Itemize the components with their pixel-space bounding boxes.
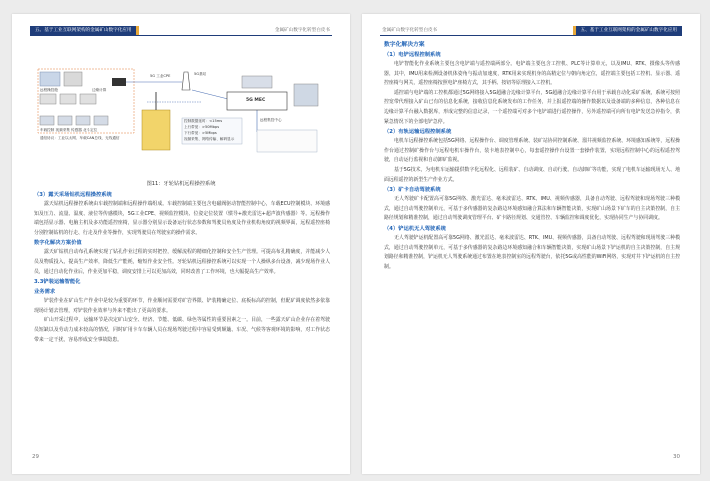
left-header-rule — [30, 35, 332, 36]
legend-line-a: 控制数据延时：<15ms — [184, 119, 223, 123]
system-diagram-svg — [32, 62, 332, 177]
right-header-tag: 五、基于工业互联网架构的金属矿山数字化应用 — [573, 26, 682, 35]
system-diagram — [32, 62, 332, 177]
right-heading: （2）有轨运输远程控制系统 — [384, 129, 452, 136]
right-header-rule — [380, 35, 682, 36]
operator-console — [294, 84, 318, 106]
label-mec: 5G MEC — [246, 98, 266, 103]
left-heading: （3）露天采场钻机远程操控系统 — [34, 192, 112, 198]
label-bottom-devices: 车载控制 视频采集 传感器 北斗定位 — [40, 128, 98, 132]
left-header-title: 金属矿山数字化转型白皮书 — [274, 28, 330, 33]
figure-caption: 图11：牙轮钻机远程操控系统 — [146, 181, 216, 187]
control-screen — [242, 76, 272, 88]
tower-icon — [182, 72, 190, 90]
left-paragraph: 露天钻机远程操控系统由车载控制端和远程操作端组成。车载控制端主要包含电磁阀驱动智能控制中心，车载ECU控制模块、环境感知及压力、流量、温度、液位等传感模块，5G工业CPE、视频监控模块、位姿定位装置（惯导+激光雷达+超声波传感器）等。远程操作端包括显示器、电脑主机及多功能遥控座椅，显示器分别显示设备运行状态参数和驾驶员角度及作业机构角度的视频界面，远程遥控座椅分别控制钻机的行走、行走及作业等操作，实现驾驶员在驾驶室的操作需求。 — [34, 201, 330, 236]
right-page — [362, 14, 700, 474]
label-station: 5G基站 — [194, 72, 207, 76]
left-page-number: 29 — [32, 454, 39, 460]
sensor-device-5 — [58, 116, 72, 125]
right-paragraph: 无人驾驶矿卡配置高可靠5G网络、激光雷达、毫米波雷达、RTK、IMU、视频传感器，具备自动驾驶、远程驾驶和现场驾驶三种模式，通过自动驾驶控制单元，可基于多传感器的复杂路边环境感知融合算法和车辆智能决策，实现矿山场景下矿车的自主决策控制，自主路径规划和精准控制，通过自动驾驶调度管理平台、矿卡路径规划、交通管控、车辆监控和调度优化，实现协同生产与协同调度。 — [384, 196, 680, 222]
label-protocol-note: 通信协议：工业以太网、车载CAN总线、无线通信 — [40, 136, 120, 140]
left-paragraph: 露天矿钻机自动布孔系统实现了钻孔作业过程的实时把控，缓解流程的精细化控制和安全生产管理。可提高布孔精确度，并能减少人员及物质投入，提高生产效率，降低生产能耗，缩短作业安全性。牙轮钻机远程操控系统可以实现一个人操纵多台设备，减少现场作业人员，通过自动化作业后，作业更加平稳，调度安排上可以更加高效，同时改善了工作环境，也大幅提高生产效率。 — [34, 249, 330, 275]
right-heading: （3）矿卡自动驾驶系统 — [384, 187, 441, 194]
left-paragraph: 矿山开采过程中，运输环节是决定矿山安全、经济、节能、低碳、绿色等属性的重要因素之一。目前，一些露天矿山企业存在着驾驶员短缺以及劳动力成本较高的情况，同时矿用卡车车辆人员在现场驾驶过程中容易受到颠簸、车况、气候等客观环境的影响，对工作状态带来一定干扰，容易形成安全事故隐患。 — [34, 317, 330, 343]
left-page — [12, 14, 350, 474]
left-heading: 数字化解决方案价值 — [34, 240, 82, 247]
left-header-tag: 五、基于工业互联网架构的金属矿山数字化应用 — [30, 26, 139, 35]
label-edge: 边缘计算 — [92, 88, 107, 92]
right-body-text — [384, 40, 680, 272]
sensor-device-1 — [40, 94, 56, 104]
left-heading: 3.3铲装运输智能化 — [34, 279, 81, 286]
right-paragraph: 电机车远程操控系统包括5G网络、远程操作台、调度管理系统、装矿站协同控制系统、溜井视频监控系统、环境感知系统等，远程操作台通过控制矿操作台与远程电机车操作台，装卡地表控制中心，每套遥控操作台设置一套操作装置，实现远程控制中心的远程遥控驾驶，自动运行监视和自动卸矿监视。 — [384, 138, 680, 164]
control-room-box — [257, 130, 317, 152]
drill-rig-image — [142, 110, 170, 150]
label-cab: 远程操控舱 — [40, 88, 58, 92]
right-page-header — [362, 26, 700, 35]
right-paragraph: 电铲智能化作业系统主要包含电铲端与遥控端两部分。电铲端主要包含工控机、PLC等计算单元，以及IMU、RTK、摄像头等传感器，其中，IMU用来检测设备机体姿角与振动加速度，RTK用来实现机身的高精定位与朝向角定位，遥控端主要包括工控机、显示器、遥控座椅与网关，遥控座椅按照电铲座椅方式，其手柄、按钮等原理接入工控机。 — [384, 61, 680, 87]
link-station-mec — [192, 90, 232, 100]
right-heading: （1）电铲远程控制系统 — [384, 52, 441, 58]
left-page-header — [12, 26, 350, 35]
legend-line-b: 上行带宽：>50Mbps — [184, 125, 220, 129]
label-router: 5G 工业CPE — [150, 74, 171, 78]
sensor-device-4 — [40, 116, 54, 125]
sensor-device-3 — [80, 94, 96, 104]
label-control-center: 远程集控中心 — [260, 118, 282, 122]
edge-device — [64, 72, 82, 86]
cab-device — [40, 72, 60, 86]
legend-line-c: 下行带宽：>5Mbps — [184, 131, 217, 135]
sensor-device-2 — [60, 94, 76, 104]
right-heading: （4）铲运机无人驾驶系统 — [384, 225, 446, 232]
left-body-text — [34, 190, 330, 345]
left-heading: 业务需求 — [34, 289, 56, 296]
right-header-title: 金属矿山数字化转型白皮书 — [382, 28, 438, 33]
right-heading: 数字化解决方案 — [384, 42, 425, 48]
sensor-device-6 — [76, 116, 90, 125]
legend-line-d: 视频采集、网络传输、解码显示 — [184, 137, 235, 141]
right-paragraph: 无人驾驶铲运机配置高可靠5G网络、激光雷达、毫米波雷达、RTK、IMU、视频传感器，具备自动驾驶、远程驾驶和现场驾驶三种模式，通过自动驾驶控制单元，可基于多传感器的复杂路边环境感知融合和车辆智能决策，实现矿山场景下铲运机的自主决策控制，自主规划路径和精准控制，铲运机无人驾驶系统通过布置在地表控制室的远程驾驶台，依托5G或高性能的WiFi网络，实现对井下铲运机的自主控制。 — [384, 234, 680, 270]
right-page-number: 30 — [673, 454, 680, 460]
sensor-device-7 — [94, 116, 108, 125]
router-device — [112, 78, 126, 86]
left-paragraph: 铲装作业在矿山生产作业中是较为重要的环节，作业顺问需要对矿岩界限、铲装精确定位、底板标高的控制，但配矿调度依然多依靠现场计划去管理，对铲装作业效率与外来不能出了更高的要求。 — [34, 298, 330, 314]
right-paragraph: 基于5G技术，为电机车运输提供数字化远程化、远程装矿、自动调度、自动行驶、自动卸矿等功能，实现了电机车运输现场无人、地面远程遥控的新型生产作业方式。 — [384, 166, 680, 183]
right-paragraph: 遥控端与电铲端的工控机都通过5G网络接入5G超融合边缘计算平台，5G超融合边缘计算平台用于承载自动化采矿系统，系统可按照控宽带代理接入矿山已有的信息化系统，接收信息化系统发布的工作任务，并上报遥控端的操作数据以及设备端的多种信息，各种信息在边缘计算平台融入数据库，形成完整的信息记录，一个遥控端可对多个电铲端进行遥控操作，另外遥控端可向所有电铲发送急停指令，供紧急情况下的全部电铲急停。 — [384, 89, 680, 125]
